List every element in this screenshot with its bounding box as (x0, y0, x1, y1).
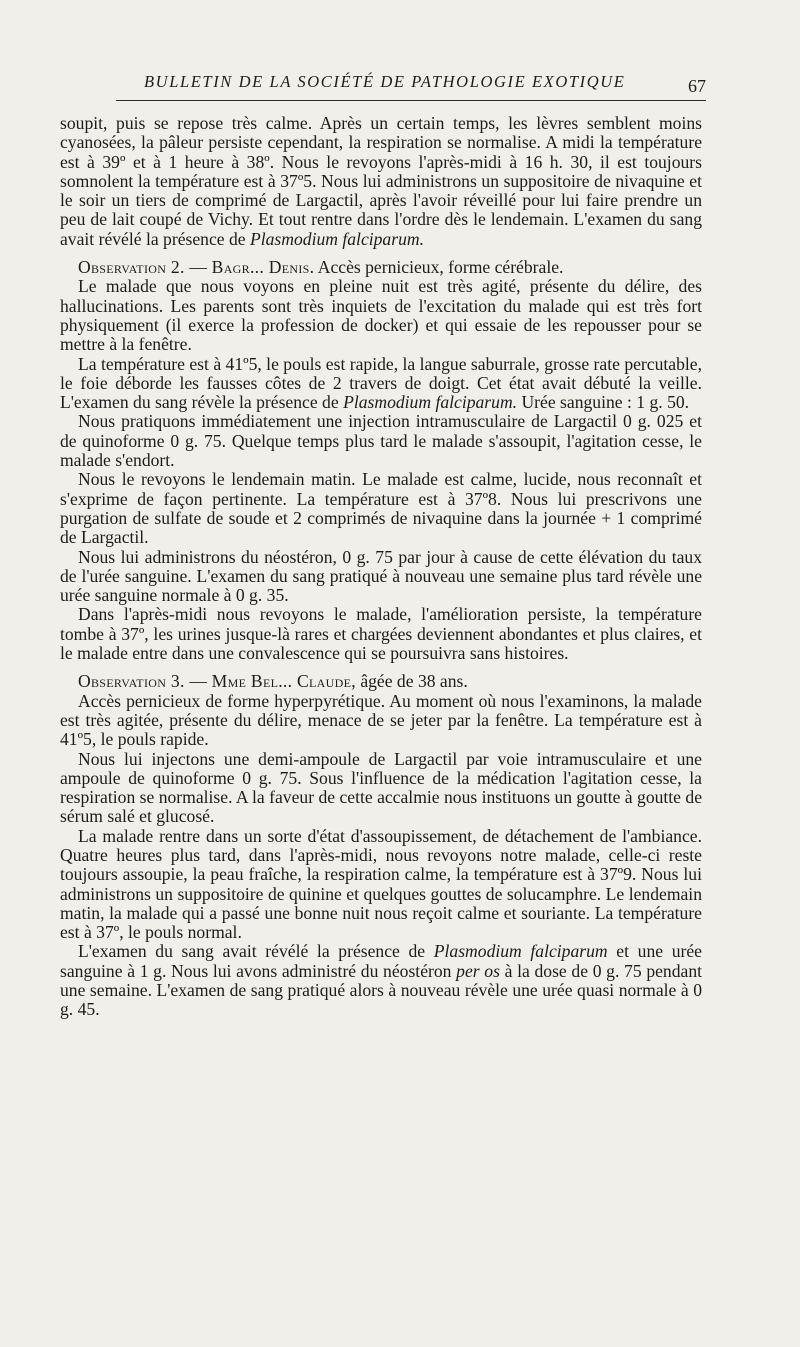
paragraph: Nous pratiquons immédiatement une injection intramusculaire de Largactil 0 g. 025 et de quinoforme 0 g. 75. Quelque temps plus tard le malade s'assoupit, l'agitation cesse, le malade s'endort. (60, 411, 702, 471)
species-name: Plasmodium falciparum. (250, 228, 424, 249)
page-number: 67 (688, 76, 706, 96)
paragraph: Accès pernicieux de forme hyperpyrétique. Au moment où nous l'examinons, la malade est très agitée, présente du délire, menace de se jeter par la fenêtre. La température est à 41º5, le pouls rapide. (60, 690, 702, 750)
patient-name: Mme Bel... Claude, (211, 671, 356, 692)
paragraph-continued (60, 114, 702, 249)
paragraph-text: soupit, puis se repose très calme. Après un certain temps, les lèvres semblent moins cyanosées, la pâleur persiste cependant, la respiration se normalise. A midi la température est à 39º et à 1 heure à 38º. Nous le revoyons l'après-midi à 16 h. 30, il est toujours somnolent la température est à 37º5. Nous lui administrons un suppositoire de nivaquine et le soir un tiers de comprimé de Largactil, après l'avoir réveillé pour lui faire prendre un peu de lait coupé de Vichy. Et tout rentre dans l'ordre dès le lendemain. L'examen du sang avait révélé la présence de (60, 113, 702, 249)
observation-title: Accès pernicieux, forme cérébrale. (317, 257, 564, 278)
observation-label: Observation 3. — (78, 671, 208, 692)
paragraph: Le malade que nous voyons en pleine nuit est très agité, présente du délire, des hallucinations. Les parents sont très inquiets de l'excitation du malade qui est très fort physiquement (il exerce la profession de docker) et qui essaie de les repousser pour se mettre à la fenêtre. (60, 276, 702, 355)
paragraph (60, 942, 702, 1019)
paragraph-text: Urée sanguine : 1 g. 50. (521, 392, 690, 413)
paragraph-text: à la dose de 0 g. 75 pendant une semaine. L'examen de sang pratiqué alors à nouveau révèle une urée quasi normale à 0 g. 45. (60, 960, 703, 1020)
species-name: Plasmodium falciparum. (343, 392, 518, 413)
paragraph: Nous lui injectons une demi-ampoule de Largactil par voie intramusculaire et une ampoule de quinoforme 0 g. 75. Sous l'influence de la médication l'agitation cesse, la respiration se normalise. A la faveur de cette accalmie nous instituons un goutte à goutte de sérum salé et glucosé. (60, 748, 702, 827)
paragraph-text: et une urée sanguine à 1 g. Nous lui avons administré du néostéron (60, 941, 702, 981)
patient-name: Bagr... Denis. (211, 257, 315, 278)
paragraph: La malade rentre dans un sorte d'état d'assoupissement, de détachement de l'ambiance. Quatre heures plus tard, dans l'après-midi, nous revoyons notre malade, celle-ci reste toujours assoupie, la peau fraîche, la respiration calme, la température est à 37º9. Nous lui administrons un suppositoire de quinine et quelques gouttes de solucamphre. Le lendemain matin, la malade qui a passé une bonne nuit nous reçoit calme et souriante. La température est à 37º, le pouls normal. (60, 825, 702, 943)
paragraph: Dans l'après-midi nous revoyons le malade, l'amélioration persiste, la température tombe à 37º, les urines jusque-là rares et chargées deviennent abondantes et plus claires, et le malade entre dans une convalescence qui se poursuivra sans histoires. (60, 604, 702, 664)
paragraph: Nous le revoyons le lendemain matin. Le malade est calme, lucide, nous reconnaît et s'exprime de façon pertinente. La température est à 37º8. Nous lui prescrivons une purgation de sulfate de soude et 2 comprimés de nivaquine dans la journée + 1 comprimé de Largactil. (60, 469, 702, 548)
paragraph: Nous lui administrons du néostéron, 0 g. 75 par jour à cause de cette élévation du taux de l'urée sanguine. L'examen du sang pratiqué à nouveau une semaine plus tard révèle une urée sanguine normale à 0 g. 35. (60, 546, 702, 606)
paragraph-text: L'examen du sang avait révélé la présence de (78, 941, 426, 962)
observation-2-heading (60, 258, 702, 277)
species-name: Plasmodium falciparum (433, 941, 608, 962)
running-title: BULLETIN DE LA SOCIÉTÉ DE PATHOLOGIE EXOTIQUE (144, 72, 626, 91)
observation-3-heading (60, 672, 702, 691)
paragraph (60, 355, 702, 413)
observation-label: Observation 2. — (78, 257, 208, 278)
paragraph-text: La température est à 41º5, le pouls est rapide, la langue saburrale, grosse rate percutable, le foie déborde les fausses côtes de 2 travers de doigt. Cet état avait débuté la veille. L'examen du sang révèle la présence de (60, 353, 702, 413)
latin-phrase: per os (456, 960, 500, 981)
page-header (116, 66, 706, 106)
observation-title: âgée de 38 ans. (360, 671, 468, 692)
header-rule (116, 100, 706, 101)
article-body (60, 114, 702, 1020)
